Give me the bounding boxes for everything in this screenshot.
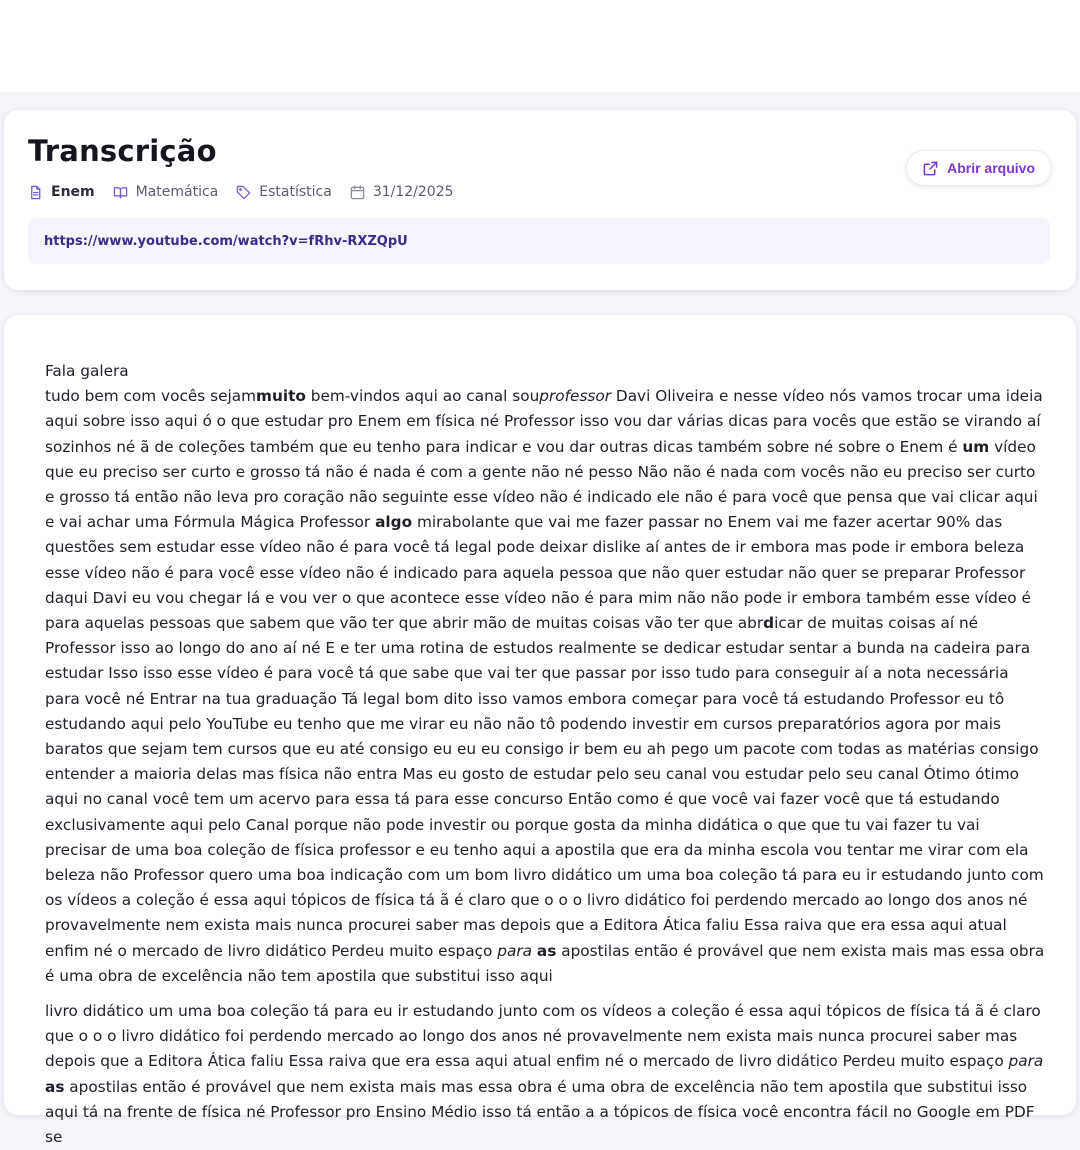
meta-date [350, 184, 454, 200]
transcript-italic: professor [539, 387, 612, 406]
book-icon [113, 185, 128, 200]
transcript-segment: tudo bem com vocês sejam [45, 387, 257, 406]
metadata-row [28, 182, 472, 202]
transcript-segment: apostilas então é provável que nem exista mais mas essa obra é uma obra de excelência não tem apostila que substitui isso aqui tá na frente de física né Professor pro Ensino Médio isso tá então a a tópicos de física você encontra fácil no Google em PDF se [45, 1077, 1035, 1147]
transcript-italic: para [497, 941, 533, 960]
top-bar [0, 0, 1080, 92]
meta-source [28, 184, 95, 200]
transcript-segment: livro didático um uma boa coleção tá para eu ir estudando junto com os vídeos a coleção é essa aqui tópicos de física tá ã é claro que o o o livro didático foi perdendo mercado ao longo dos anos né provavelmente nem exista mais nunca procurei saber mas depois que a Editora Ática faliu Essa raiva que era essa aqui atual enfim né o mercado de livro didático Perdeu muito espaço [45, 1002, 1041, 1071]
meta-subject [113, 184, 219, 200]
open-file-button[interactable] [906, 150, 1052, 186]
transcript-paragraph [45, 999, 1045, 1150]
transcript-bold: as [536, 941, 557, 960]
transcript-bold: um [962, 437, 990, 456]
calendar-icon [350, 185, 365, 200]
transcription-header-card [4, 110, 1076, 290]
source-url[interactable] [28, 218, 1050, 264]
transcript-bold: as [45, 1077, 65, 1096]
meta-source-label: Enem [51, 184, 95, 200]
meta-topic [236, 184, 332, 200]
page-title: Transcrição [28, 134, 217, 168]
transcript-segment: Davi Oliveira e nesse vídeo nós vamos trocar uma ideia aqui sobre isso aqui ó o que estudar pro Enem em física né Professor isso vou dar várias dicas para vocês que estão se virando aí sozinhos né ã de coleções também que eu tenho para indicar e vou dar outras dicas também sobre né sobre o Enem é [45, 387, 1043, 456]
transcript-segment: mirabolante que vai me fazer passar no Enem vai me fazer acertar 90% das questões sem estudar esse vídeo não é para você tá legal pode deixar dislike aí antes de ir embora mas pode ir embora beleza esse vídeo não é para você esse vídeo não é indicado para aquela pessoa que não quer estudar não quer se preparar Professor daqui Davi eu vou chegar lá e vou ver o que acontece esse vídeo não é para mim não não pode ir embora também esse vídeo é para aquelas pessoas que sabem que vão ter que abrir mão de muitas coisas vão ter que abr [45, 513, 1031, 633]
open-file-button-label: Abrir arquivo [947, 160, 1035, 176]
transcript-bold: muito [256, 387, 306, 406]
transcript-bold: algo [375, 513, 413, 532]
source-url-text[interactable]: https://www.youtube.com/watch?v=fRhv-RXZQpU [44, 233, 408, 249]
transcript-text [45, 359, 1045, 1150]
meta-topic-label: Estatística [259, 184, 332, 200]
meta-subject-label: Matemática [135, 184, 219, 200]
transcript-segment: apostilas então é provável que nem exista mais mas essa obra é uma obra de excelência não tem apostila que substitui isso aqui [45, 941, 1045, 985]
transcript-segment: vídeo que eu preciso ser curto e grosso tá não é nada é com a gente não né pesso Não não é nada com vocês não eu preciso ser curto e grosso tá então não leva pro coração não seguinte esse vídeo não é indicado ele não é para você que pensa que vai clicar aqui e vai achar uma Fórmula Mágica Professor [45, 437, 1038, 532]
transcript-card [4, 315, 1076, 1147]
transcript-italic: para [1008, 1052, 1044, 1071]
external-link-icon [923, 161, 938, 176]
transcript-segment: icar de muitas coisas aí né Professor isso ao longo do ano aí né E e ter uma rotina de estudos realmente se dedicar estudar sentar a bunda na cadeira para estudar Isso isso esse vídeo é para você tá que sabe que vai ter que passar por isso tudo para conseguir aí a nota necessária para você né Entrar na tua graduação Tá legal bom dito isso vamos embora começar para você tá estudando Professor eu tô estudando aqui pelo YouTube eu tenho que me virar eu não não tô podendo investir em cursos preparatórios agora por mais baratos que sejam tem cursos que eu até consigo eu eu eu consigo ir bem eu ah pego um pacote com todas as matérias consigo entender a maioria delas mas física não entra Mas eu gosto de estudar pelo seu canal vou estudar pelo seu canal Ótimo ótimo aqui no canal você tem um acervo para essa tá para esse concurso Então como é que você vai fazer você que tá estudando exclusivamente aqui pelo Canal porque não pode investir ou porque gosta da minha didática o que que tu vai fazer tu vai precisar de uma boa coleção de física professor e eu tenho aqui a apostila que era da minha escola vou tentar me virar com ela beleza não Professor quero uma boa indicação com um bom livro didático um uma boa coleção tá para eu ir estudando junto com os vídeos a coleção é essa aqui tópicos de física tá ã é claro que o o o livro didático foi perdendo mercado ao longo dos anos né provavelmente nem exista mais nunca procurei saber mas depois que a Editora Ática faliu Essa raiva que era essa aqui atual enfim né o mercado de livro didático Perdeu muito espaço [45, 614, 1044, 960]
document-icon [28, 185, 43, 200]
transcript-line: Fala galera [45, 362, 129, 380]
meta-date-label: 31/12/2025 [372, 184, 454, 200]
tag-icon [236, 185, 251, 200]
transcript-bold: d [763, 614, 775, 633]
transcript-paragraph [45, 359, 1045, 989]
transcript-segment: bem-vindos aqui ao canal sou [305, 387, 540, 406]
